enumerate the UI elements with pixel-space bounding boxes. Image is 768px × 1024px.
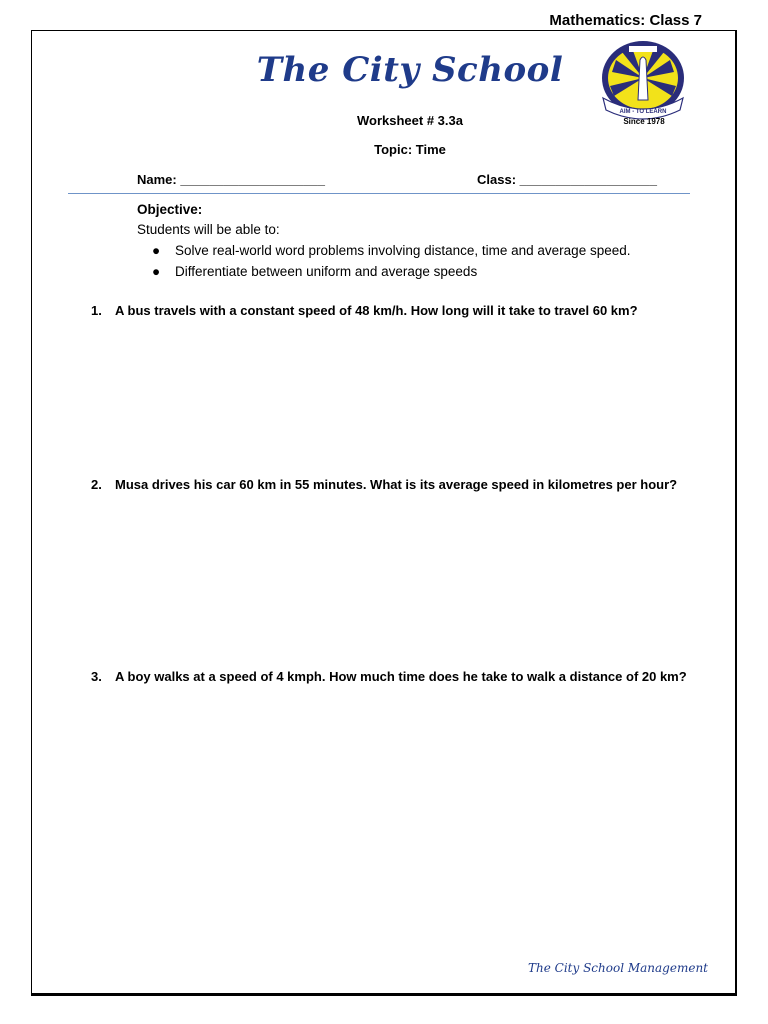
question-2 xyxy=(91,475,711,495)
header-divider xyxy=(68,193,690,194)
objective-intro: Students will be able to: xyxy=(137,222,280,237)
since-year: Since 1978 xyxy=(623,117,665,126)
worksheet-number: Worksheet # 3.3a xyxy=(357,113,463,128)
question-number: 1. xyxy=(91,303,102,318)
question-number: 3. xyxy=(91,669,102,684)
class-field[interactable]: Class: ___________________ xyxy=(477,172,658,187)
bullet-icon: ● xyxy=(152,243,161,258)
logo-motto: AIM - TO LEARN xyxy=(619,109,667,115)
subject-header: Mathematics: Class 7 xyxy=(549,12,702,29)
objective-heading: Objective: xyxy=(137,202,203,217)
bullet-icon: ● xyxy=(152,264,161,279)
question-text: Musa drives his car 60 km in 55 minutes. What is its average speed in kilometres per hour? xyxy=(115,477,678,492)
question-1 xyxy=(91,301,711,321)
worksheet-topic: Topic: Time xyxy=(374,142,446,157)
objective-item: ● Solve real-world word problems involving distance, time and average speed. xyxy=(152,243,631,258)
question-text: A bus travels with a constant speed of 48 km/h. How long will it take to travel 60 km? xyxy=(115,303,638,318)
objective-list xyxy=(152,243,631,285)
school-title: The City School xyxy=(256,50,564,90)
footer-text: The City School Management xyxy=(528,961,708,975)
question-3 xyxy=(91,667,711,687)
objective-item: ● Differentiate between uniform and average speeds xyxy=(152,264,478,279)
question-text: A boy walks at a speed of 4 kmph. How much time does he take to walk a distance of 20 km? xyxy=(115,669,687,684)
name-field[interactable]: Name: ____________________ xyxy=(137,172,325,187)
question-number: 2. xyxy=(91,477,102,492)
